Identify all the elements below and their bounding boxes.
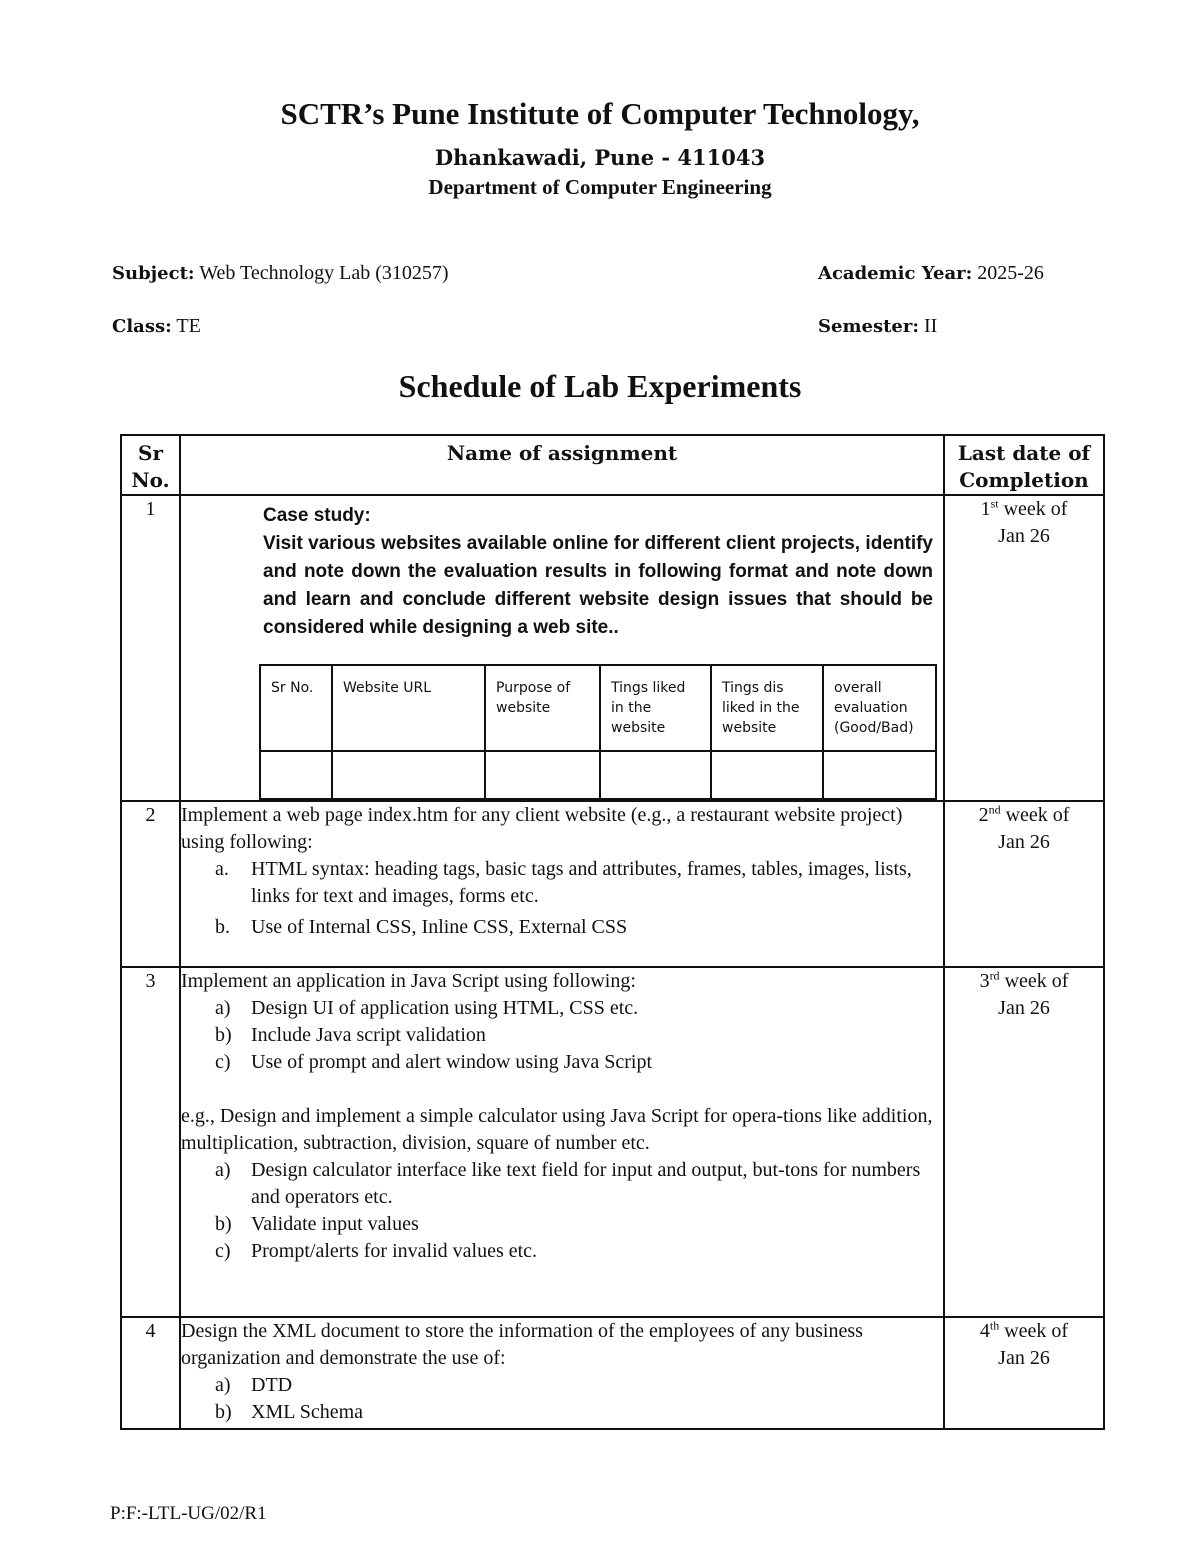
header-date-line2: Completion [959, 468, 1089, 492]
academic-year-line [818, 262, 1044, 285]
row-last-date [944, 495, 1104, 801]
date-line2: Jan 26 [998, 525, 1050, 547]
date-line1 [945, 1318, 1103, 1345]
row-last-date [944, 1317, 1104, 1429]
table-row [121, 801, 1104, 967]
list-marker: b. [215, 916, 230, 938]
institute-address: Dhankawadi, Pune - 411043 [434, 145, 766, 170]
list-marker: a) [215, 1374, 231, 1396]
date-line1 [945, 968, 1103, 995]
list-item [181, 995, 943, 1022]
department-name: Department of Computer Engineering [428, 175, 772, 199]
list-marker: a) [215, 997, 231, 1019]
list-text: Include Java script validation [251, 1024, 486, 1046]
list-item [181, 1211, 943, 1238]
academic-year-value: 2025-26 [977, 262, 1044, 284]
date-week: week of [998, 498, 1068, 520]
row-assignment [180, 495, 944, 801]
row-assignment [180, 967, 944, 1317]
list-marker: b) [215, 1024, 232, 1046]
class-line [112, 315, 201, 338]
semester-value: II [923, 315, 938, 337]
assignment-example: e.g., Design and implement a simple calculator using Java Script for opera-tions like addition, multiplication, subtraction, division, square of number etc. [181, 1105, 933, 1154]
row-sr-no: 2 [121, 801, 180, 967]
date-week: week of [999, 970, 1069, 992]
date-suffix: st [990, 496, 999, 511]
date-suffix: th [989, 1318, 1000, 1333]
eval-cell [260, 751, 332, 799]
list-marker: c) [215, 1051, 231, 1073]
eval-col-liked: Tings liked in the website [600, 665, 711, 751]
class-value: TE [176, 315, 201, 337]
date-week: week of [999, 1320, 1069, 1342]
row-last-date [944, 967, 1104, 1317]
list-item [181, 856, 943, 910]
list-text: DTD [251, 1374, 293, 1396]
eval-col-url: Website URL [332, 665, 485, 751]
date-line2: Jan 26 [998, 997, 1050, 1019]
header-sr-line2: No. [131, 468, 170, 492]
eval-cell [600, 751, 711, 799]
date-week: week of [1000, 804, 1070, 826]
list-item [181, 1399, 943, 1426]
date-line2: Jan 26 [998, 831, 1050, 853]
list-marker: a) [215, 1159, 231, 1181]
row-assignment [180, 1317, 944, 1429]
eval-cell [711, 751, 823, 799]
list-item [181, 1157, 943, 1211]
eval-col-purpose: Purpose of website [485, 665, 600, 751]
row-sr-no: 4 [121, 1317, 180, 1429]
date-number: 3 [979, 970, 990, 992]
eval-col-sr: Sr No. [260, 665, 332, 751]
assignment-intro: Implement a web page index.htm for any client website (e.g., a restaurant website project) using following: [181, 804, 903, 853]
list-text: Use of prompt and alert window using Java Script [251, 1051, 653, 1073]
evaluation-header-row [260, 665, 936, 751]
institute-name: SCTR’s Pune Institute of Computer Technology, [280, 96, 920, 131]
date-number: 4 [979, 1320, 990, 1342]
list-text: Use of Internal CSS, Inline CSS, External CSS [251, 916, 628, 938]
evaluation-format-table [259, 664, 937, 800]
table-row [121, 967, 1104, 1317]
list-text: Prompt/alerts for invalid values etc. [251, 1240, 538, 1262]
subject-line [112, 262, 449, 285]
date-suffix: rd [989, 968, 1000, 983]
row-sr-no: 3 [121, 967, 180, 1317]
list-text: XML Schema [251, 1401, 364, 1423]
semester-label: Semester: [818, 316, 919, 337]
table-header-row [121, 435, 1104, 495]
list-item [181, 1238, 943, 1265]
date-number: 1 [980, 498, 991, 520]
semester-line [818, 315, 937, 338]
list-text: Validate input values [251, 1213, 419, 1235]
assignment-items [181, 995, 943, 1076]
row-last-date [944, 801, 1104, 967]
case-study-text: Visit various websites available online for different client projects, identify and note down the evaluation results in following format and note down and learn and conclude different website design issues that should be considered while designing a web site.. [263, 533, 933, 638]
list-item [181, 1049, 943, 1076]
table-row [121, 1317, 1104, 1429]
academic-year-label: Academic Year: [818, 263, 973, 284]
list-marker: b) [215, 1401, 232, 1423]
case-study-title: Case study: [263, 505, 371, 526]
eval-cell [823, 751, 936, 799]
list-text: Design UI of application using HTML, CSS etc. [251, 997, 639, 1019]
form-code-footer: P:F:-LTL-UG/02/R1 [110, 1503, 267, 1524]
list-item [181, 1022, 943, 1049]
header-sr-line1: Sr [138, 441, 163, 465]
list-marker: c) [215, 1240, 231, 1262]
class-label: Class: [112, 316, 172, 337]
assignment-items [181, 856, 943, 941]
schedule-title: Schedule of Lab Experiments [398, 368, 802, 404]
list-item [181, 914, 943, 941]
eval-col-disliked: Tings dis liked in the website [711, 665, 823, 751]
list-item [181, 1372, 943, 1399]
date-line2: Jan 26 [998, 1347, 1050, 1369]
schedule-table [120, 434, 1105, 1430]
assignment-content [181, 968, 943, 1311]
header-sr-no [121, 435, 180, 495]
header-date-line1: Last date of [957, 441, 1091, 465]
eval-cell [485, 751, 600, 799]
evaluation-empty-row [260, 751, 936, 799]
date-line1 [945, 802, 1103, 829]
eval-col-overall: overall evaluation (Good/Bad) [823, 665, 936, 751]
table-row [121, 495, 1104, 801]
assignment-intro: Implement an application in Java Script using following: [181, 970, 636, 992]
assignment-intro: Design the XML document to store the information of the employees of any business organization and demonstrate the use of: [181, 1320, 863, 1369]
list-text: HTML syntax: heading tags, basic tags and attributes, frames, tables, images, lists, links for text and images, forms etc. [251, 858, 912, 907]
list-marker: a. [215, 858, 229, 880]
list-text: Design calculator interface like text field for input and output, but-tons for numbers and operators etc. [251, 1159, 921, 1208]
assignment-items [181, 1372, 943, 1426]
header-assignment-name: Name of assignment [180, 435, 944, 495]
eval-cell [332, 751, 485, 799]
date-number: 2 [978, 804, 989, 826]
header-last-date [944, 435, 1104, 495]
example-items [181, 1157, 943, 1265]
list-marker: b) [215, 1213, 232, 1235]
date-suffix: nd [988, 802, 1001, 817]
subject-label: Subject: [112, 263, 195, 284]
case-study-block [181, 496, 943, 642]
row-sr-no: 1 [121, 495, 180, 801]
subject-value: Web Technology Lab (310257) [199, 262, 449, 284]
date-line1 [945, 496, 1103, 523]
row-assignment [180, 801, 944, 967]
